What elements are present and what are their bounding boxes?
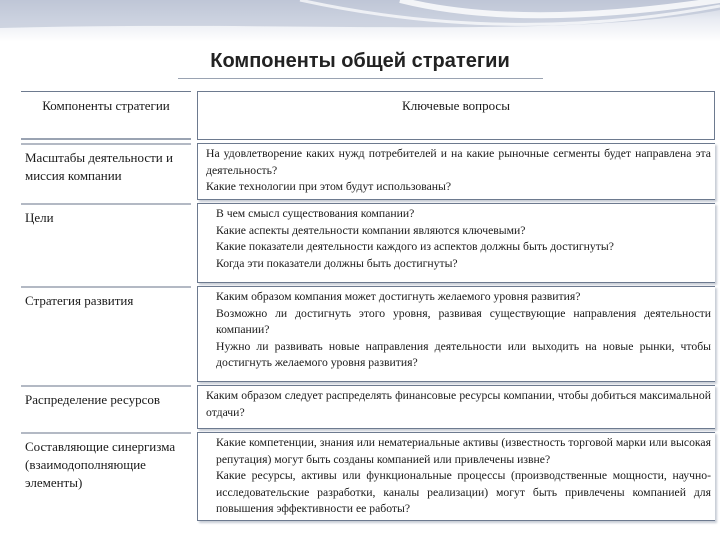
wave-decoration [0,0,720,42]
component-cell: Цели [21,203,191,283]
page-title: Компоненты общей стратегии [210,50,510,72]
header-component: Компоненты стратегии [21,91,191,140]
question-text: Нужно ли развивать новые направления деятельности или выходить на новые рынки, чтобы достигнуть желаемого уровня развития? [216,339,711,369]
component-cell: Распределение ресурсов [21,385,191,429]
table-row [21,286,715,382]
component-cell: Составляющие синергизма (взаимодополняющие элементы) [21,432,191,521]
question-text: Каким образом компания может достигнуть желаемого уровня развития? [216,290,581,303]
title-underline [178,78,543,79]
question-text: В чем смысл существования компании? [216,207,415,220]
questions-cell [197,385,715,429]
question-text: Какие ресурсы, активы или функциональные процессы (производственные мощности, научно-исследовательские разработки, каналы реализации) могут быть привлечены компанией для повышения эффективности ее работы? [216,469,711,515]
question-text: Какие компетенции, знания или нематериальные активы (известность торговой марки или высокая репутация) могут быть созданы компанией или привлечены извне? [216,436,711,466]
question-text: На удовлетворение каких нужд потребителей и на какие рыночные сегменты будет направлена эта деятельность? [206,147,711,177]
question-text: Возможно ли достигнуть этого уровня, развивая существующие направления деятельности компании? [216,306,711,336]
table-row [21,385,715,429]
question-text: Какие показатели деятельности каждого из аспектов должны быть достигнуты? [216,240,614,253]
questions-cell [197,203,715,283]
questions-cell [197,286,715,382]
table-row [21,203,715,283]
component-cell: Масштабы деятельности и миссия компании [21,143,191,200]
decorative-banner [0,0,720,42]
table-header-row [21,91,715,140]
header-questions: Ключевые вопросы [197,91,715,140]
table-row [21,143,715,200]
questions-cell [197,432,715,521]
question-text: Когда эти показатели должны быть достигнуты? [216,256,458,270]
questions-cell [197,143,715,200]
question-text: Каким образом следует распределять финансовые ресурсы компании, чтобы добиться максимальной отдачи? [206,389,711,419]
question-text: Какие технологии при этом будут использованы? [206,180,452,193]
question-text: Какие аспекты деятельности компании являются ключевыми? [216,223,526,237]
table-row [21,432,715,521]
component-cell: Стратегия развития [21,286,191,382]
strategy-table [21,88,715,524]
